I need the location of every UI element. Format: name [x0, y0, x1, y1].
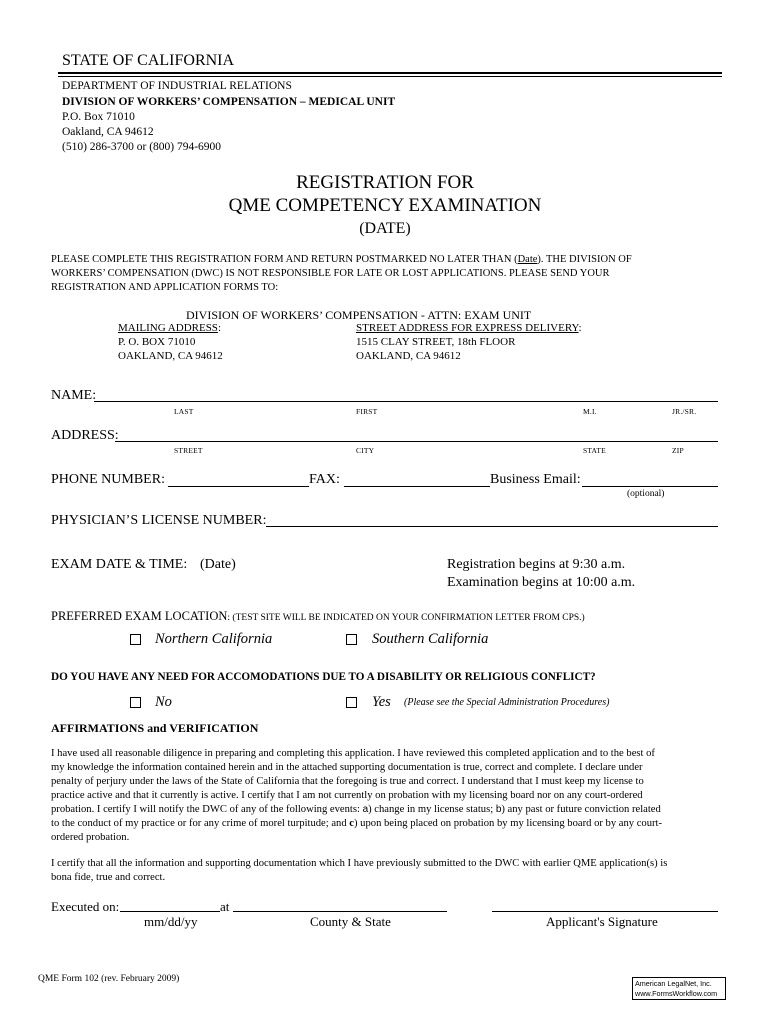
affirmation-line-6 [51, 818, 662, 829]
exam-date-value: (Date) [200, 557, 236, 572]
aff6-a: to the conduct of my practice or for any crime of morel turpitude; and [51, 818, 350, 829]
street-line-2: OAKLAND, CA 94612 [356, 350, 461, 362]
affirmation-line-5 [51, 804, 661, 815]
publisher-box [632, 977, 726, 1000]
no-label: No [155, 694, 172, 710]
southern-california-label: Southern California [372, 631, 489, 647]
certification-line-2: bona fide, true and correct. [51, 872, 166, 883]
affirmation-line-2: my knowledge the information contained herein and in the attached supporting documentation is true, correct and complete. I declare under [51, 762, 643, 773]
title-line-1: REGISTRATION FOR [296, 172, 474, 193]
location-heading [51, 609, 585, 624]
affirmation-line-4: practice active and that it currently is active. I certify that I am not currently on probation with my licensing board nor on any court-ordered [51, 790, 643, 801]
executed-on-label: Executed on: [51, 899, 120, 914]
executed-date-field[interactable] [120, 911, 220, 912]
address-sub-state: STATE [583, 446, 606, 455]
email-label: Business Email: [490, 472, 581, 487]
date-caption: mm/dd/yy [144, 914, 198, 929]
street-label-text: STREET ADDRESS FOR EXPRESS DELIVERY [356, 322, 579, 334]
email-optional-note: (optional) [627, 489, 665, 499]
county-caption: County & State [310, 914, 391, 929]
affirmation-line-3: penalty of perjury under the laws of the State of California that the foregoing is true and correct. I understand that I must keep my license to [51, 776, 644, 787]
yes-label: Yes [372, 694, 391, 710]
mailing-address-label [118, 322, 221, 334]
name-sub-first: FIRST [356, 407, 378, 416]
division-name: DIVISION OF WORKERS’ COMPENSATION – MEDICAL UNIT [62, 96, 396, 108]
header-thin-rule [58, 76, 722, 77]
aff5-a: probation. I certify I will notify the DWC of any of the following events: [51, 804, 363, 815]
affirmation-line-7: ordered probation. [51, 832, 130, 843]
fax-label: FAX: [309, 472, 340, 487]
header-phone: (510) 286-3700 or (800) 794-6900 [62, 141, 222, 153]
license-label: PHYSICIAN’S LICENSE NUMBER: [51, 513, 267, 528]
no-checkbox[interactable] [130, 697, 141, 708]
intro-text-b: ). THE DIVISION OF [537, 254, 632, 265]
mailing-label-colon: : [217, 322, 221, 334]
address-field[interactable] [115, 441, 718, 442]
aff5-c: ) change in my license status; [368, 804, 496, 815]
name-label: NAME: [51, 388, 97, 403]
location-note: : (TEST SITE WILL BE INDICATED ON YOUR CONFIRMATION LETTER FROM CPS.) [227, 613, 585, 623]
intro-line-2: WORKERS’ COMPENSATION (DWC) IS NOT RESPONSIBLE FOR LATE OR LOST APPLICATIONS. PLEASE SEND YOUR [51, 268, 610, 279]
header-city: Oakland, CA 94612 [62, 126, 154, 138]
signature-caption: Applicant's Signature [546, 914, 658, 929]
publisher-line-1: American LegalNet, Inc. [635, 979, 712, 988]
street-line-1: 1515 CLAY STREET, 18th FLOOR [356, 336, 516, 348]
affirmations-heading: AFFIRMATIONS and VERIFICATION [51, 721, 259, 735]
address-block-heading: DIVISION OF WORKERS’ COMPENSATION - ATTN: EXAM UNIT [186, 308, 532, 322]
name-sub-suffix: JR./SR. [672, 407, 697, 416]
aff5-d: b [495, 804, 502, 815]
affirmation-line-1: I have used all reasonable diligence in preparing and completing this application. I have reviewed this completed application and to the best of [51, 748, 655, 759]
address-sub-street: STREET [174, 446, 203, 455]
phone-label: PHONE NUMBER: [51, 472, 165, 487]
email-field[interactable] [582, 486, 718, 487]
state-heading: STATE OF CALIFORNIA [62, 52, 235, 69]
aff6-b: c [349, 818, 354, 829]
exam-date-label: EXAM DATE & TIME: [51, 557, 188, 572]
northern-california-label: Northern California [155, 631, 273, 647]
certification-line-1: I certify that all the information and supporting documentation which I have previously submitted to the DWC with earlier QME application(s) is [51, 858, 668, 869]
name-sub-last: LAST [174, 407, 194, 416]
mailing-label-text: MAILING ADDRESS [118, 322, 218, 334]
intro-date-word: Date [517, 254, 538, 265]
yes-note: (Please see the Special Administration Procedures) [404, 697, 610, 708]
address-sub-city: CITY [356, 446, 375, 455]
title-line-2: QME COMPETENCY EXAMINATION [228, 195, 542, 216]
department-name: DEPARTMENT OF INDUSTRIAL RELATIONS [62, 80, 292, 92]
street-label-colon: : [578, 322, 582, 334]
aff5-b: a [362, 804, 369, 815]
name-field[interactable] [94, 401, 718, 402]
form-id: QME Form 102 (rev. February 2009) [38, 974, 180, 984]
intro-text-a: PLEASE COMPLETE THIS REGISTRATION FORM AND RETURN POSTMARKED NO LATER THAN ( [51, 254, 518, 265]
publisher-line-2: www.FormsWorkflow.com [635, 988, 718, 998]
phone-field[interactable] [168, 486, 309, 487]
intro-line-1 [51, 254, 632, 265]
fax-field[interactable] [344, 486, 490, 487]
southern-california-checkbox[interactable] [346, 634, 357, 645]
name-sub-mi: M.I. [583, 407, 597, 416]
intro-line-3: REGISTRATION AND APPLICATION FORMS TO: [51, 282, 279, 293]
aff6-c: ) upon being placed on probation by my licensing board or by any court- [354, 818, 663, 829]
northern-california-checkbox[interactable] [130, 634, 141, 645]
address-label: ADDRESS: [51, 428, 119, 443]
yes-checkbox[interactable] [346, 697, 357, 708]
mailing-line-1: P. O. BOX 71010 [118, 336, 196, 348]
po-box: P.O. Box 71010 [62, 111, 135, 123]
header-thick-rule [58, 72, 722, 74]
address-sub-zip: ZIP [672, 446, 684, 455]
accommodations-question: DO YOU HAVE ANY NEED FOR ACCOMODATIONS DUE TO A DISABILITY OR RELIGIOUS CONFLICT? [51, 671, 596, 683]
location-label: PREFERRED EXAM LOCATION [51, 609, 228, 623]
county-state-field[interactable] [233, 911, 447, 912]
examination-time: Examination begins at 10:00 a.m. [447, 575, 636, 590]
signature-field[interactable] [492, 911, 718, 912]
registration-time: Registration begins at 9:30 a.m. [447, 557, 626, 572]
title-date: (DATE) [359, 220, 411, 237]
street-address-label [356, 322, 582, 334]
mailing-line-2: OAKLAND, CA 94612 [118, 350, 223, 362]
aff5-e: ) any past or future conviction related [501, 804, 661, 815]
license-field[interactable] [266, 526, 718, 527]
at-label: at [220, 899, 230, 914]
